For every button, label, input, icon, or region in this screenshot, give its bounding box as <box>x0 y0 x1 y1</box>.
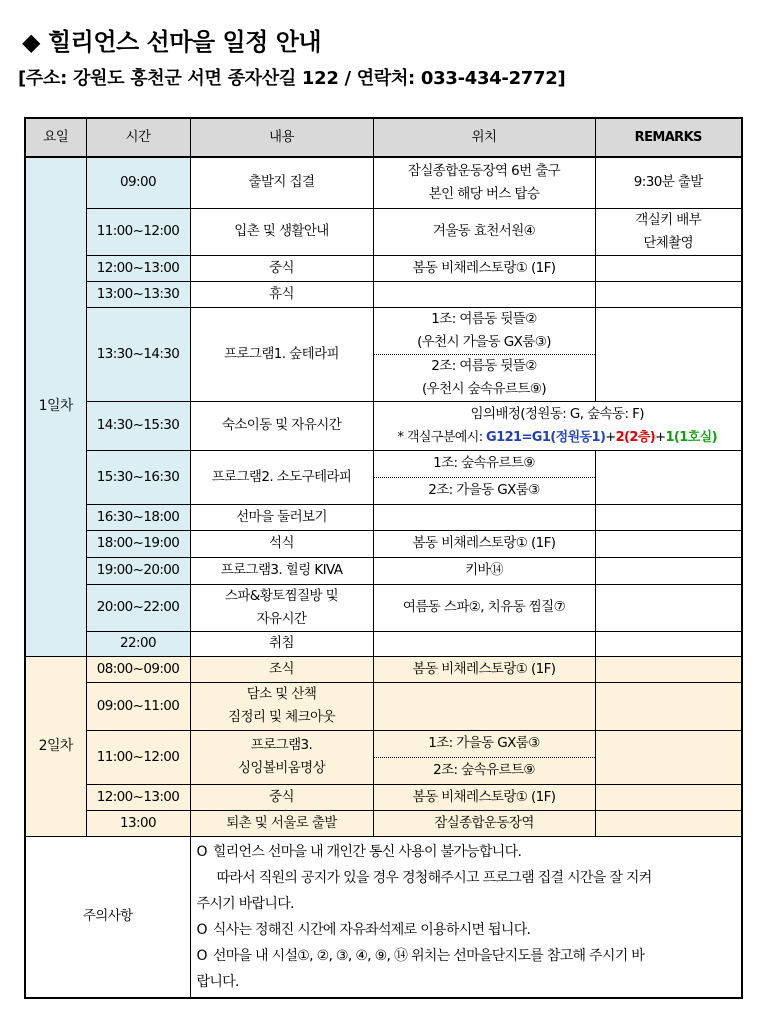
remarks-cell <box>595 450 742 504</box>
location-cell: 봄동 비채레스토랑① (1F) <box>373 530 595 557</box>
time-cell: 08:00~09:00 <box>86 656 190 682</box>
page-title <box>22 22 321 57</box>
schedule-table <box>24 117 743 999</box>
time-cell: 09:00 <box>86 157 190 208</box>
remarks-line: 객실키 배부 <box>635 211 702 228</box>
content-cell: 중식 <box>190 255 373 281</box>
table-row <box>25 255 742 281</box>
location-cell: 키바⑭ <box>373 557 595 584</box>
table-row <box>25 450 742 477</box>
location-line: 1조: 여름동 뒷뜰② <box>431 310 537 327</box>
remarks-line: 단체촬영 <box>643 234 694 251</box>
header-content: 내용 <box>190 118 373 157</box>
content-cell: 프로그램2. 소도구테라피 <box>190 450 373 504</box>
content-cell: 입촌 및 생활안내 <box>190 208 373 255</box>
table-row <box>25 281 742 307</box>
legend-121 <box>496 430 521 445</box>
content-cell <box>190 584 373 631</box>
table-row <box>25 584 742 631</box>
table-row <box>25 307 742 354</box>
location-cell: 겨울동 효천서원④ <box>373 208 595 255</box>
page-title-text: 힐리언스 선마을 일정 안내 <box>47 28 322 56</box>
content-line: 짐정리 및 체크아웃 <box>228 709 335 725</box>
day1-label: 1일차 <box>25 157 86 656</box>
note-item <box>197 943 736 969</box>
table-row <box>25 631 742 656</box>
legend-121-text: 121 <box>496 429 522 445</box>
note-text: 선마을 내 시설①, ②, ③, ④, ⑨, ⑭ 위치는 선마을단지도를 참고해 주시기 바 <box>212 947 645 964</box>
table-row <box>25 208 742 255</box>
time-cell: 19:00~20:00 <box>86 557 190 584</box>
time-cell: 12:00~13:00 <box>86 255 190 281</box>
content-cell: 퇴촌 및 서울로 출발 <box>190 810 373 836</box>
note-text: 식사는 정해진 시간에 자유좌석제로 이용하시면 됩니다. <box>212 921 531 938</box>
table-header-row <box>25 118 742 157</box>
notes-row <box>25 836 742 998</box>
content-line: 자유시간 <box>256 610 307 627</box>
remarks-cell <box>595 784 742 810</box>
time-cell: 15:30~16:30 <box>86 450 190 504</box>
table-row <box>25 730 742 757</box>
time-cell: 11:00~12:00 <box>86 730 190 784</box>
content-cell <box>190 730 373 784</box>
location-cell: 2조: 숲속유르트⑨ <box>373 757 595 784</box>
location-cell <box>373 504 595 530</box>
notes-label: 주의사항 <box>25 836 190 998</box>
remarks-cell <box>595 281 742 307</box>
remarks-cell <box>595 208 742 255</box>
room-code-legend <box>376 426 740 449</box>
content-cell <box>190 682 373 730</box>
time-cell: 13:00~13:30 <box>86 281 190 307</box>
location-cell <box>373 354 595 401</box>
legend-prefix: * 객실구분예시: <box>397 429 487 445</box>
content-cell: 프로그램3. 힐링 KIVA <box>190 557 373 584</box>
remarks-cell <box>595 584 742 631</box>
remarks-cell <box>595 504 742 530</box>
table-row <box>25 810 742 836</box>
location-cell: 2조: 가을동 GX룸③ <box>373 477 595 504</box>
note-text: 힐리언스 선마을 내 개인간 통신 사용이 불가능합니다. <box>212 843 522 860</box>
content-cell: 중식 <box>190 784 373 810</box>
remarks-cell <box>595 810 742 836</box>
location-cell <box>373 631 595 656</box>
day2-label: 2일차 <box>25 656 86 836</box>
legend-plus: + <box>605 429 616 445</box>
location-cell: 봄동 비채레스토랑① (1F) <box>373 784 595 810</box>
table-row <box>25 784 742 810</box>
content-cell: 프로그램1. 숲테라피 <box>190 307 373 401</box>
time-cell: 20:00~22:00 <box>86 584 190 631</box>
location-cell: 봄동 비채레스토랑① (1F) <box>373 255 595 281</box>
time-cell: 11:00~12:00 <box>86 208 190 255</box>
bullet-icon: O <box>196 921 207 938</box>
location-cell <box>373 307 595 354</box>
legend-room: 1(1호실) <box>665 429 717 445</box>
location-cell: 1조: 숲속유르트⑨ <box>373 450 595 477</box>
content-line: 담소 및 산책 <box>246 686 317 702</box>
notes-cell <box>190 836 742 998</box>
content-line: 프로그램3. <box>250 737 313 753</box>
time-cell: 14:30~15:30 <box>86 401 190 450</box>
legend-g: G <box>486 429 497 445</box>
legend-eq: = <box>521 429 532 445</box>
location-cell <box>373 281 595 307</box>
remarks-cell <box>595 307 742 401</box>
bullet-icon: O <box>196 843 207 860</box>
remarks-cell: 9:30분 출발 <box>595 157 742 208</box>
header-day: 요일 <box>25 118 86 157</box>
time-cell: 09:00~11:00 <box>86 682 190 730</box>
table-row <box>25 557 742 584</box>
time-cell: 16:30~18:00 <box>86 504 190 530</box>
black-diamond-icon: ◆ <box>22 28 40 56</box>
content-cell: 출발지 집결 <box>190 157 373 208</box>
remarks-cell <box>595 557 742 584</box>
table-row <box>25 656 742 682</box>
content-cell: 석식 <box>190 530 373 557</box>
location-cell <box>373 157 595 208</box>
location-line: (우천시 숲속유르트⑨) <box>421 380 547 397</box>
remarks-cell <box>595 730 742 784</box>
legend-plus: + <box>655 429 666 445</box>
table-row <box>25 504 742 530</box>
remarks-cell <box>595 255 742 281</box>
content-cell: 숙소이동 및 자유시간 <box>190 401 373 450</box>
table-row <box>25 530 742 557</box>
table-row <box>25 157 742 208</box>
remarks-cell <box>595 682 742 730</box>
location-line: 2조: 여름동 뒷뜰② <box>431 357 537 374</box>
table-row <box>25 401 742 450</box>
table-row <box>25 682 742 730</box>
time-cell: 18:00~19:00 <box>86 530 190 557</box>
note-item <box>197 839 736 865</box>
content-cell: 조식 <box>190 656 373 682</box>
note-item <box>197 917 736 943</box>
location-cell: 여름동 스파②, 치유동 찜질⑦ <box>373 584 595 631</box>
header-remarks: REMARKS <box>595 118 742 157</box>
note-continuation: 주시기 바랍니다. <box>196 895 294 912</box>
legend-floor: 2(2층) <box>615 429 656 445</box>
remarks-cell <box>595 631 742 656</box>
header-time: 시간 <box>86 118 190 157</box>
content-cell: 취침 <box>190 631 373 656</box>
location-line: (우천시 가을동 GX룸③) <box>417 333 551 350</box>
content-line: 싱잉볼비움명상 <box>237 760 326 776</box>
remarks-cell <box>595 656 742 682</box>
content-cell: 휴식 <box>190 281 373 307</box>
content-line: 스파&황토찜질방 및 <box>224 587 339 604</box>
location-cell: 봄동 비채레스토랑① (1F) <box>373 656 595 682</box>
location-cell <box>373 682 595 730</box>
location-line: 잠실종합운동장역 6번 출구 <box>407 162 561 179</box>
location-cell <box>373 401 742 450</box>
time-cell: 22:00 <box>86 631 190 656</box>
time-cell: 12:00~13:00 <box>86 784 190 810</box>
note-continuation: 랍니다. <box>196 973 239 990</box>
location-cell: 1조: 가을동 GX룸③ <box>373 730 595 757</box>
remarks-cell <box>595 530 742 557</box>
address-contact-line: [주소: 강원도 홍천군 서면 종자산길 122 / 연락처: 033-434-2772] <box>18 68 566 89</box>
bullet-icon: O <box>196 947 207 964</box>
location-line: 본인 해당 버스 탑승 <box>428 185 540 202</box>
location-line: 임의배정(정원동: G, 숲속동: F) <box>470 405 644 422</box>
legend-g1: G1(정원동1) <box>531 429 606 445</box>
note-continuation: 따라서 직원의 공지가 있을 경우 경청해주시고 프로그램 집결 시간을 잘 지켜 <box>216 869 652 886</box>
content-cell: 선마을 둘러보기 <box>190 504 373 530</box>
time-cell: 13:00 <box>86 810 190 836</box>
header-location: 위치 <box>373 118 595 157</box>
location-cell: 잠실종합운동장역 <box>373 810 595 836</box>
time-cell: 13:30~14:30 <box>86 307 190 401</box>
